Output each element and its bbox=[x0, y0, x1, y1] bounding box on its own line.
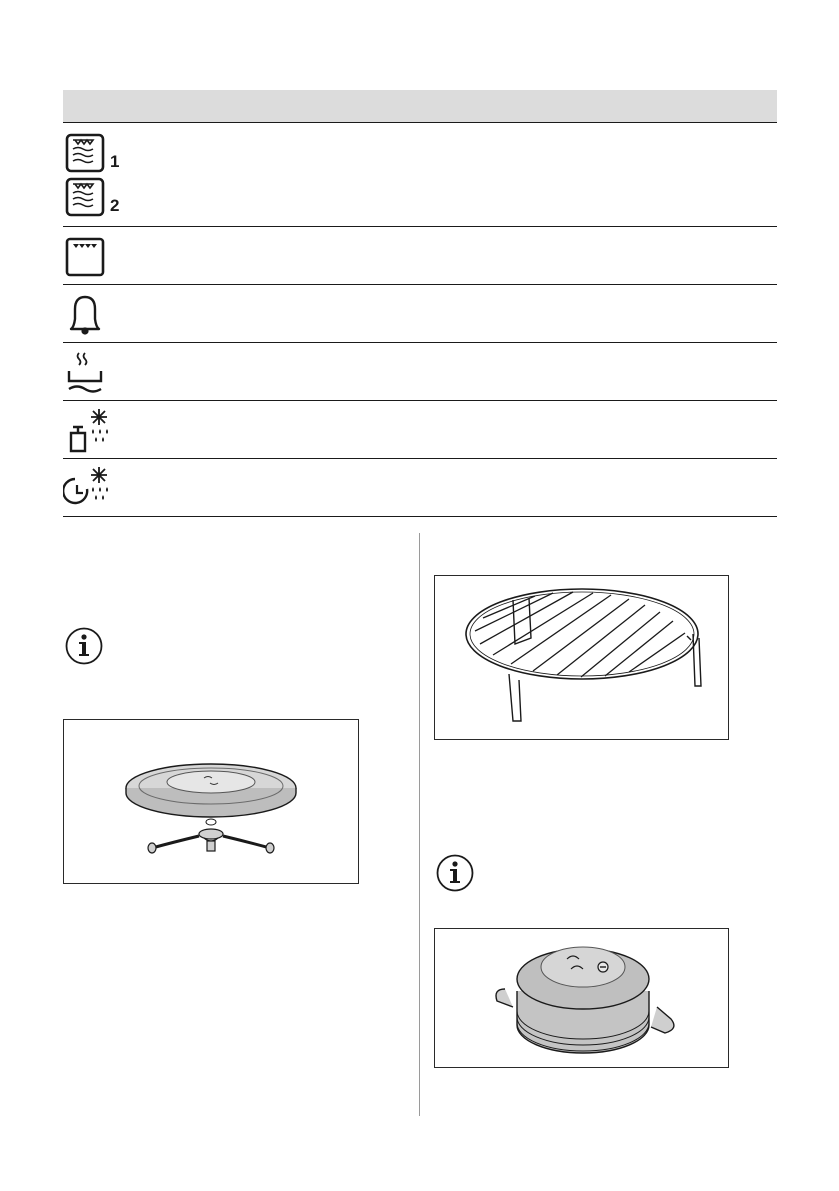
table-header bbox=[63, 90, 777, 123]
function-symbols-table bbox=[63, 90, 777, 517]
defrost-by-time-icon bbox=[63, 463, 119, 513]
table-row-defrost-time bbox=[63, 459, 777, 517]
wire-rack-figure bbox=[434, 575, 729, 740]
table-row-wave-heating bbox=[63, 123, 777, 227]
wave-heating-icon-2 bbox=[63, 175, 107, 219]
top-heater-icon bbox=[63, 235, 107, 279]
turntable-figure bbox=[63, 719, 359, 884]
info-icon bbox=[64, 626, 104, 666]
table-row-top-heater bbox=[63, 227, 777, 285]
table-row-steam bbox=[63, 343, 777, 401]
table-row-defrost-weight bbox=[63, 401, 777, 459]
crisp-plate-figure bbox=[434, 928, 729, 1068]
defrost-by-weight-icon bbox=[63, 405, 119, 455]
steam-icon bbox=[63, 349, 111, 397]
row-number-2: 2 bbox=[110, 196, 120, 215]
info-icon-right bbox=[435, 853, 475, 893]
bell-icon bbox=[63, 291, 111, 339]
column-divider bbox=[419, 533, 420, 1116]
row-number-1: 1 bbox=[110, 152, 120, 171]
wave-heating-icon-1 bbox=[63, 131, 107, 175]
table-row-bell bbox=[63, 285, 777, 343]
